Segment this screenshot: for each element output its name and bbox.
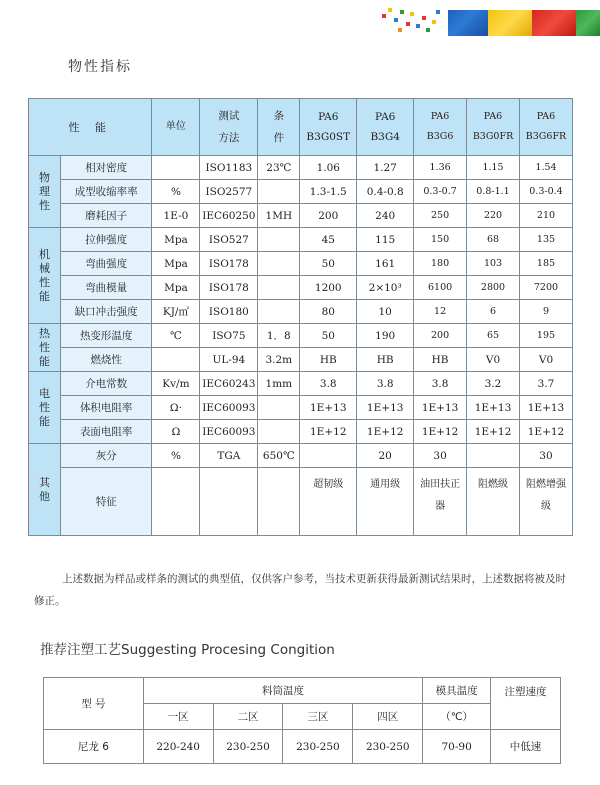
table-cell: 70-90	[423, 730, 491, 764]
property-name-cell: 燃烧性	[60, 348, 152, 372]
table-cell: 1E+13	[414, 396, 467, 420]
table-cell: 20	[357, 444, 414, 468]
table-cell: 80	[300, 300, 357, 324]
table-cell: IEC60243	[200, 372, 258, 396]
table-cell: 模具温度	[423, 678, 491, 704]
disclaimer-note: 上述数据为样品或样条的测试的典型值，仅供客户参考，当技术更新获得最新测试结果时，上述数据将被及时修正。	[34, 573, 566, 607]
category-thermal: 热性能	[29, 324, 61, 372]
table-cell: ISO178	[200, 276, 258, 300]
table-cell	[258, 396, 300, 420]
table-header-row	[29, 99, 573, 156]
table-cell: 中低速	[491, 730, 561, 764]
section-title: 物性指标	[68, 59, 132, 75]
table-cell: 161	[357, 252, 414, 276]
table-cell: 220	[467, 204, 520, 228]
table-cell: IEC60093	[200, 396, 258, 420]
header-grade: PA6 B3G0ST	[300, 99, 357, 156]
table-cell: 6100	[414, 276, 467, 300]
header-unit: 单位	[152, 99, 200, 156]
table-cell: 注塑速度	[491, 678, 561, 730]
table-cell: 180	[414, 252, 467, 276]
table-cell	[258, 252, 300, 276]
table-cell: V0	[467, 348, 520, 372]
table-cell: 10	[357, 300, 414, 324]
decorative-dots	[380, 6, 440, 36]
table-cell: 68	[467, 228, 520, 252]
table-row	[29, 156, 573, 180]
property-name-cell: 相对密度	[60, 156, 152, 180]
table-cell: 料筒温度	[143, 678, 422, 704]
table-cell: 1E+13	[467, 396, 520, 420]
table-cell: 1E+12	[357, 420, 414, 444]
table-cell: 阻燃级	[467, 468, 520, 536]
header-method: 测试 方法	[200, 99, 258, 156]
table-cell: HB	[357, 348, 414, 372]
table-cell: Mpa	[152, 252, 200, 276]
property-name-cell: 弯曲模量	[60, 276, 152, 300]
table-cell: 2800	[467, 276, 520, 300]
table-cell: 185	[519, 252, 572, 276]
red-pellets-stripe	[532, 10, 576, 36]
table-cell: 1MH	[258, 204, 300, 228]
table-cell: 50	[300, 324, 357, 348]
table-cell: 阻燃增强级	[519, 468, 572, 536]
table-cell	[152, 468, 200, 536]
table-cell: 12	[414, 300, 467, 324]
table-cell: 103	[467, 252, 520, 276]
category-physical: 物理性	[29, 156, 61, 228]
table-cell	[258, 420, 300, 444]
table-cell: Mpa	[152, 276, 200, 300]
table-cell	[258, 300, 300, 324]
property-name-cell: 磨耗因子	[60, 204, 152, 228]
table-cell: 115	[357, 228, 414, 252]
table-cell: 65	[467, 324, 520, 348]
table-cell	[258, 180, 300, 204]
property-name-cell: 拉伸强度	[60, 228, 152, 252]
table-cell: 200	[414, 324, 467, 348]
table-cell: 1.06	[300, 156, 357, 180]
table-cell: 135	[519, 228, 572, 252]
table-cell: HB	[300, 348, 357, 372]
property-name-cell: 弯曲强度	[60, 252, 152, 276]
table-cell: Ω·	[152, 396, 200, 420]
table-cell: Ω	[152, 420, 200, 444]
table-cell	[300, 444, 357, 468]
table-cell: 1E+13	[357, 396, 414, 420]
table-cell: 220-240	[143, 730, 213, 764]
table-cell: 30	[519, 444, 572, 468]
header-grade: PA6 B3G0FR	[467, 99, 520, 156]
table-cell: 三区	[283, 704, 353, 730]
table-cell: 3.7	[519, 372, 572, 396]
table-cell: 1200	[300, 276, 357, 300]
property-table	[28, 98, 573, 536]
table-cell: 45	[300, 228, 357, 252]
table-cell	[467, 444, 520, 468]
property-name-cell: 介电常数	[60, 372, 152, 396]
table-cell: 250	[414, 204, 467, 228]
table-cell: 通用级	[357, 468, 414, 536]
table-cell: 3.2	[467, 372, 520, 396]
decorative-header-banner	[0, 0, 600, 46]
property-name-cell: 表面电阻率	[60, 420, 152, 444]
table-cell	[152, 348, 200, 372]
table-cell: 6	[467, 300, 520, 324]
property-name-cell: 灰分	[60, 444, 152, 468]
table-row	[44, 730, 561, 764]
suggestion-title: 推荐注塑工艺Suggesting Procesing Congition	[40, 642, 335, 658]
table-row	[29, 252, 573, 276]
table-cell: ℃	[152, 324, 200, 348]
table-row	[29, 300, 573, 324]
table-cell: ISO527	[200, 228, 258, 252]
table-row	[29, 396, 573, 420]
table-cell: ISO2577	[200, 180, 258, 204]
table-cell: 2×10³	[357, 276, 414, 300]
property-name-cell: 特征	[60, 468, 152, 536]
table-cell: 1E-0	[152, 204, 200, 228]
table-cell: ISO1183	[200, 156, 258, 180]
green-pellets-stripe	[576, 10, 600, 36]
table-cell: 23℃	[258, 156, 300, 180]
property-name-cell: 成型收缩率率	[60, 180, 152, 204]
table-cell: Kv/m	[152, 372, 200, 396]
table-cell: ISO178	[200, 252, 258, 276]
table-header-row	[44, 678, 561, 704]
table-cell: 650℃	[258, 444, 300, 468]
table-cell: 230-250	[213, 730, 283, 764]
table-cell: 超韧级	[300, 468, 357, 536]
table-row	[29, 468, 573, 536]
table-cell: 1E+13	[519, 396, 572, 420]
table-cell: 230-250	[283, 730, 353, 764]
header-grade: PA6 B3G4	[357, 99, 414, 156]
table-cell: 7200	[519, 276, 572, 300]
property-name-cell: 缺口冲击强度	[60, 300, 152, 324]
table-row	[29, 444, 573, 468]
table-cell: IEC60093	[200, 420, 258, 444]
table-cell: 240	[357, 204, 414, 228]
table-cell: 50	[300, 252, 357, 276]
header-grade: PA6 B3G6	[414, 99, 467, 156]
table-cell: 190	[357, 324, 414, 348]
property-name-cell: 热变形温度	[60, 324, 152, 348]
category-electrical: 电性能	[29, 372, 61, 444]
table-cell: 3.8	[357, 372, 414, 396]
table-cell: 四区	[353, 704, 423, 730]
table-row	[29, 228, 573, 252]
table-cell: 油田扶正器	[414, 468, 467, 536]
header-grade: PA6 B3G6FR	[519, 99, 572, 156]
table-cell	[258, 468, 300, 536]
table-cell: ISO75	[200, 324, 258, 348]
table-cell: 150	[414, 228, 467, 252]
blue-pellets-stripe	[448, 10, 488, 36]
table-cell: 1E+12	[300, 420, 357, 444]
table-cell: （℃）	[423, 704, 491, 730]
table-cell: 一区	[143, 704, 213, 730]
table-cell	[258, 228, 300, 252]
table-cell: 0.3-0.7	[414, 180, 467, 204]
category-mechanical: 机械性能	[29, 228, 61, 324]
table-cell: 尼龙 6	[44, 730, 144, 764]
table-cell: UL-94	[200, 348, 258, 372]
table-cell: 1mm	[258, 372, 300, 396]
table-cell: HB	[414, 348, 467, 372]
table-cell: 200	[300, 204, 357, 228]
table-row	[29, 180, 573, 204]
table-cell: 二区	[213, 704, 283, 730]
table-cell: 1E+13	[300, 396, 357, 420]
table-cell: 3.8	[300, 372, 357, 396]
table-cell: ISO180	[200, 300, 258, 324]
table-cell: IEC60250	[200, 204, 258, 228]
table-cell	[200, 468, 258, 536]
table-row	[29, 372, 573, 396]
table-cell: 230-250	[353, 730, 423, 764]
table-cell: 30	[414, 444, 467, 468]
table-cell: 1.3-1.5	[300, 180, 357, 204]
table-cell: V0	[519, 348, 572, 372]
table-cell: 195	[519, 324, 572, 348]
category-other: 其他	[29, 444, 61, 536]
header-property: 性 能	[29, 99, 152, 156]
table-row	[29, 204, 573, 228]
header-condition: 条 件	[258, 99, 300, 156]
table-cell: 1.54	[519, 156, 572, 180]
processing-table	[43, 677, 561, 764]
table-cell: 3.8	[414, 372, 467, 396]
table-row	[29, 420, 573, 444]
table-cell	[258, 276, 300, 300]
table-cell: 0.8-1.1	[467, 180, 520, 204]
table-cell: 0.4-0.8	[357, 180, 414, 204]
table-cell: 1.15	[467, 156, 520, 180]
table-cell: KJ/㎡	[152, 300, 200, 324]
property-name-cell: 体积电阻率	[60, 396, 152, 420]
table-cell: 0.3-0.4	[519, 180, 572, 204]
table-row	[29, 348, 573, 372]
table-row	[29, 324, 573, 348]
table-cell	[152, 156, 200, 180]
table-cell: 3.2m	[258, 348, 300, 372]
table-cell: 1E+12	[467, 420, 520, 444]
table-cell: 210	[519, 204, 572, 228]
table-cell: 1E+12	[519, 420, 572, 444]
table-cell: 1.27	[357, 156, 414, 180]
table-cell: 1E+12	[414, 420, 467, 444]
table-cell: %	[152, 180, 200, 204]
table-row	[29, 276, 573, 300]
yellow-pellets-stripe	[488, 10, 532, 36]
table-cell: Mpa	[152, 228, 200, 252]
table-cell: TGA	[200, 444, 258, 468]
table-cell: 型 号	[44, 678, 144, 730]
table-cell: 1.36	[414, 156, 467, 180]
table-cell: 1．8	[258, 324, 300, 348]
table-cell: %	[152, 444, 200, 468]
table-cell: 9	[519, 300, 572, 324]
